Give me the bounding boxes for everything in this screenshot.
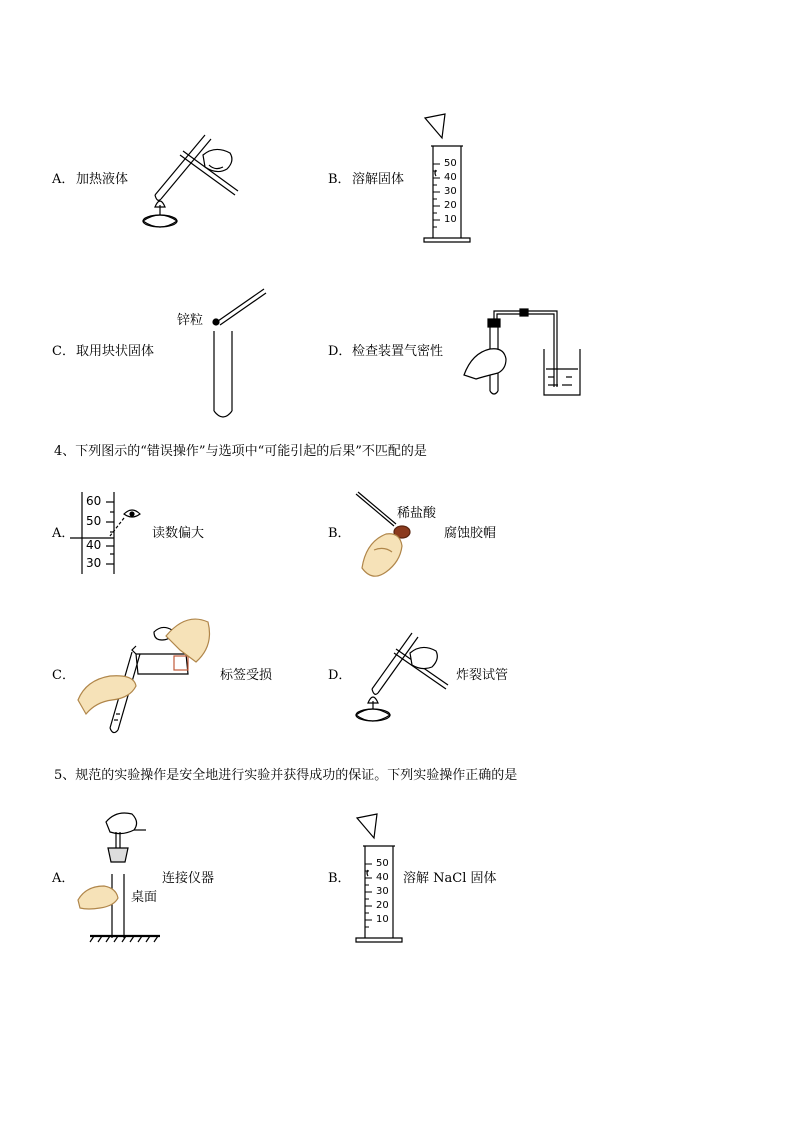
question-5-stem: 5、规范的实验操作是安全地进行实验并获得成功的保证。下列实验操作正确的是 — [54, 768, 518, 783]
cylinder-b-tick-30: 30 — [444, 186, 457, 197]
q4-option-b-letter: B． — [328, 526, 351, 541]
cylinder-q5-tick-40: 40 — [376, 872, 389, 883]
q3-option-c-letter: C． — [52, 344, 75, 359]
q4-option-b-text[interactable]: 腐蚀胶帽 — [444, 526, 497, 541]
q4-option-a-letter: A． — [52, 526, 75, 541]
q4-option-d-letter: D． — [328, 668, 352, 683]
dropper-upside-down-figure — [352, 490, 412, 589]
reading-tick-50: 50 — [86, 514, 102, 528]
zinc-granule-label: 锌粒 — [177, 313, 204, 328]
q3-option-a-letter: A． — [52, 172, 75, 187]
q3-option-d-letter: D． — [328, 344, 352, 359]
question-4-stem: 4、下列图示的“错误操作”与选项中“可能引起的后果”不匹配的是 — [54, 444, 427, 459]
q4-option-a-text[interactable]: 读数偏大 — [152, 526, 205, 541]
dissolve-solid-figure — [420, 110, 480, 254]
cylinder-b-tick-20: 20 — [444, 200, 457, 211]
q3-option-b-letter: B． — [328, 172, 351, 187]
heating-tube-figure — [350, 625, 450, 734]
desk-label: 桌面 — [131, 890, 158, 905]
q4-option-c-letter: C． — [52, 668, 75, 683]
take-solid-figure — [200, 285, 275, 429]
cylinder-q5-tick-20: 20 — [376, 900, 389, 911]
q4-option-d-text[interactable]: 炸裂试管 — [456, 668, 509, 683]
reading-tick-60: 60 — [86, 494, 102, 508]
reading-tick-40: 40 — [86, 538, 102, 552]
q5-option-b-text[interactable]: 溶解 NaCl 固体 — [403, 871, 497, 886]
heating-liquid-figure — [135, 125, 245, 239]
airtightness-check-figure — [462, 305, 587, 404]
connect-apparatus-figure — [76, 808, 171, 947]
cylinder-b-tick-10: 10 — [444, 214, 457, 225]
cylinder-q5-tick-30: 30 — [376, 886, 389, 897]
q3-option-b-text[interactable]: 溶解固体 — [352, 172, 405, 187]
q3-option-c-text[interactable]: 取用块状固体 — [76, 344, 155, 359]
cylinder-q5-tick-50: 50 — [376, 858, 389, 869]
pouring-liquid-figure — [76, 606, 216, 745]
reading-cylinder-figure — [70, 492, 145, 580]
q4-option-c-text[interactable]: 标签受损 — [220, 668, 273, 683]
q3-option-a-text[interactable]: 加热液体 — [76, 172, 129, 187]
dissolve-nacl-figure — [352, 810, 412, 954]
dilute-hcl-label: 稀盐酸 — [397, 506, 437, 521]
q5-option-a-letter: A． — [52, 871, 75, 886]
reading-tick-30: 30 — [86, 556, 102, 570]
q3-option-d-text[interactable]: 检查装置气密性 — [352, 344, 444, 359]
cylinder-q5-tick-10: 10 — [376, 914, 389, 925]
q5-option-b-letter: B． — [328, 871, 351, 886]
cylinder-b-tick-50: 50 — [444, 158, 457, 169]
cylinder-b-tick-40: 40 — [444, 172, 457, 183]
q5-option-a-text[interactable]: 连接仪器 — [162, 871, 215, 886]
